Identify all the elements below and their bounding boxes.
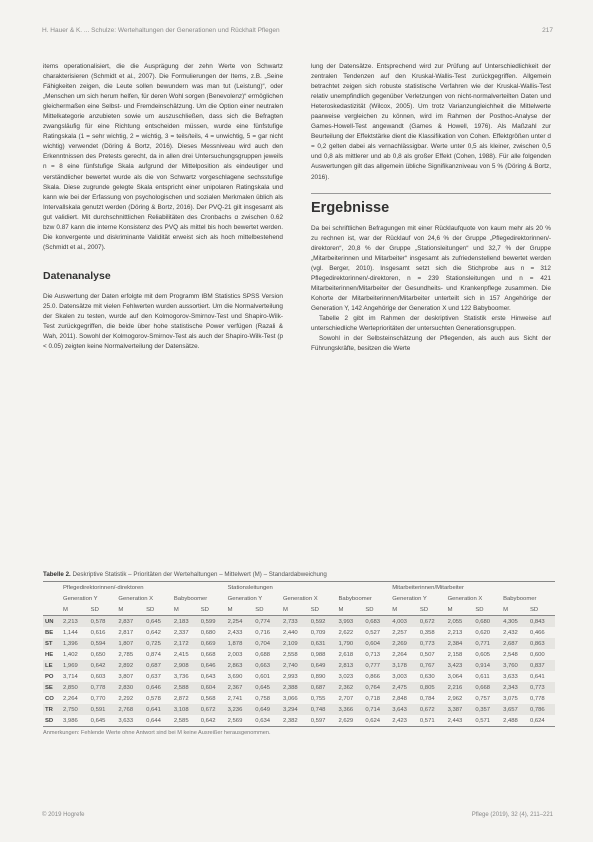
table-cell: 0,672 [199, 704, 226, 715]
table-cell: 2,993 [282, 673, 298, 680]
table-cell: 3,736 [173, 673, 189, 680]
table-stat-header: SD [89, 604, 117, 616]
table-cell: 2,548 [503, 651, 518, 658]
table-cell: 2,443 [446, 715, 474, 727]
table-cell: 0,603 [90, 673, 106, 680]
table-corner-cell [43, 593, 61, 604]
table-cell: 3,064 [447, 673, 463, 680]
table-cell: 2,415 [173, 651, 189, 658]
table-cell: 3,366 [336, 704, 363, 715]
table-cell: 2,908 [172, 660, 199, 671]
table-cell: 0,578 [89, 616, 117, 628]
table-cell: 0,641 [529, 673, 545, 680]
table-cell: 2,337 [173, 629, 189, 636]
table-cell: 2,216 [446, 682, 474, 693]
table-row [43, 638, 555, 649]
table-cell: 2,055 [446, 616, 474, 628]
table-cell: 0,645 [253, 682, 281, 693]
table-subgroup-header: Generation X [447, 595, 483, 602]
table-cell: 2,837 [116, 616, 144, 628]
table-cell: 3,075 [503, 695, 518, 702]
table-row [43, 682, 555, 693]
table-stat-header-row [43, 604, 555, 616]
table-cell: 2,872 [173, 695, 189, 702]
page-number: 217 [542, 27, 553, 34]
table-cell: 2,750 [61, 704, 89, 715]
table-stat-header: SD [144, 604, 172, 616]
table-cell: 2,343 [501, 682, 528, 693]
table-cell: 0,874 [146, 651, 161, 658]
table-cell: 2,172 [172, 638, 199, 649]
table-cell: 3,760 [501, 660, 528, 671]
table-cell: 0,663 [253, 660, 281, 671]
table-cell: 3,178 [390, 660, 418, 671]
paragraph-items: items operationalisiert, die die Ausprägung der zehn Werte von Schwartz charakterisieren (Schmidt et al., 2007). Die Formulierungen der Items, z.B. „Seine Fähigkeiten zeigen, die Leute sollen bewundern was man tut (Leistung)“, oder „Menschen um sich herum helfen, für deren Wohl sorgen (Benevolenz)“ ermöglichen gleichermaßen eine Selbst- und Fremdeinschätzung. Um die Option einer neutralen Mittelkategorie anzubieten sowie um auszuschließen, dass sich die Befragten zwangsläufig für eine Richtung entscheiden müssen, wurde eine fünfstufige Ratingskala (1 = sehr wichtig, 2 = wichtig, 3 = teils/teils, 4 = unwichtig, 5 = gar nicht wichtig) verwendet (Döring & Bortz, 2016). Dieses Messniveau wird auch den Erkenntnissen des Pretests gerecht, da in allen drei Untersuchungsgruppen jeweils n = 8 eine fünfstufige Skala aufgrund der Mittelposition als eindeutiger und verständlicher bewertet wurde als die von Schwartz vorgeschlagene sechsstufige Skala. Diese zugrunde gelegte Skala entspricht einer unipolaren Ratingskala und kann wie bei der Erfassung von psychologischen und sozialen Merkmalen üblich als Intervallskala genutzt werden (Döring & Bortz, 2016). Der PVQ-21 gilt insgesamt als gut validiert. Mit durchschnittlichen Reliabilitäten des Cronbachs α zwischen 0.62 bzw 0.87 kann die interne Konsistenz des PVQ als mittel bis hoch bewertet werden. Die konvergente und diskriminante Validität erweist sich als hoch mittelbestehend (Schmidt et al., 2007). [43, 63, 283, 251]
table-caption [43, 571, 555, 578]
table-cell: 4,305 [501, 616, 528, 628]
table-cell: 2,158 [447, 651, 463, 658]
table-cell: 4,003 [390, 616, 418, 628]
table-row-label: SD [43, 715, 61, 727]
table-cell: 0,592 [309, 616, 337, 628]
table-cell: 0,630 [419, 673, 435, 680]
table-subgroup-header: Generation X [282, 595, 318, 602]
table-cell: 0,805 [418, 682, 446, 693]
table-cell: 0,687 [309, 682, 337, 693]
paragraph-selbsteinschaetzung: Sowohl in der Selbsteinschätzung der Pflegenden, als auch aus Sicht der Führungskräfte, besitzen die Werte [311, 335, 551, 353]
table-cell: 0,634 [253, 715, 281, 727]
table-subgroup-header: Babyboomer [503, 595, 537, 602]
table-cell: 0,358 [419, 629, 435, 636]
table-cell: 2,257 [392, 629, 407, 636]
table-cell: 0,591 [89, 704, 117, 715]
table-cell: 0,620 [475, 629, 491, 636]
table-cell: 2,362 [336, 682, 363, 693]
paragraph-kruskal: lung der Datensätze. Entsprechend wird zur Prüfung auf Unterschiedlichkeit der zentralen Tendenzen auf den Kruskal-Wallis-Test zurückgegriffen. Allgemein betrachtet zeigen sich robuste statistische Verfahren wie der Kruskal-Wallis-Test relativ unempfindlich gegenüber Verletzungen von nicht-normalverteilten Daten und Heteroskedastizität (Wilcox, 2005). Um trotz Varianzungleichheit die Mittelwerte paarweise vergleichen zu können, wird im Rahmen der Posthoc-Analyse der Games-Howell-Test angewandt (Games & Howell, 1976). Als Maßzahl zur Beurteilung der Effektstärke dient die Klassifikation von Cohen. Effektgrößen unter d = 0,2 gelten dabei als vernachlässigbar. Werte unter 0,5 als kleiner, zwischen 0,5 und 0,8 als mittlerer und ab 0,8 als großer Effekt (Cohen, 1988). Für alle folgenden Auswertungen gilt das allgemein übliche Signifikanzniveau von 5 % (Döring & Bortz, 2016). [311, 63, 551, 181]
table-cell: 0,688 [255, 651, 271, 658]
table-cell: 0,672 [418, 616, 446, 628]
table-cell: 0,837 [528, 660, 555, 671]
table-cell: 0,605 [475, 651, 491, 658]
table-group-header: Pflegedirektorinnen/-direktoren [61, 582, 226, 594]
table-row-label: LE [43, 660, 61, 671]
table-subgroup-header: Generation Y [227, 595, 263, 602]
table-cell: 0,599 [199, 616, 226, 628]
table-row-label: ST [43, 638, 61, 649]
table-cell: 0,704 [253, 638, 281, 649]
table-cell: 0,624 [363, 715, 390, 727]
table-cell: 0,604 [199, 682, 226, 693]
table-cell: 3,387 [446, 704, 474, 715]
table-cell: 2,785 [118, 651, 134, 658]
table-cell: 2,817 [118, 629, 134, 636]
table-cell: 3,423 [446, 660, 474, 671]
table-cell: 0,714 [363, 704, 390, 715]
table-cell: 2,850 [61, 682, 89, 693]
table-cell: 0,773 [528, 682, 555, 693]
table-cell: 2,213 [447, 629, 463, 636]
table-row [43, 671, 555, 682]
table-cell: 2,848 [392, 695, 407, 702]
table-cell: 0,507 [419, 651, 435, 658]
table-caption-label: Tabelle 2. [43, 571, 71, 578]
table-row-label: BE [45, 629, 54, 636]
table-stat-header: M [281, 604, 309, 616]
table-cell: 0,600 [529, 651, 545, 658]
table-cell: 0,624 [528, 715, 555, 727]
table-stat-header: M [501, 604, 528, 616]
paragraph-tabelle-hinweis: Tabelle 2 gibt im Rahmen der deskriptiven Statistik erste Hinweise auf unterschiedliche Werteprioritäten der untersuchten Generationsgruppen. [311, 314, 551, 333]
table-cell: 0,774 [253, 616, 281, 628]
table-cell: 0,578 [146, 695, 161, 702]
table-cell: 1,807 [116, 638, 144, 649]
table-cell: 3,108 [172, 704, 199, 715]
table-cell: 0,631 [309, 638, 337, 649]
table-stat-header: M [61, 604, 89, 616]
table-row-label: HE [45, 651, 54, 658]
table-subgroup-header: Generation Y [63, 595, 98, 602]
table-subgroup-header: Generation Y [392, 595, 427, 602]
table-cell: 2,382 [281, 715, 309, 727]
table-cell: 2,740 [281, 660, 309, 671]
table-cell: 2,109 [281, 638, 309, 649]
table-row-label: UN [43, 616, 61, 628]
table-cell: 2,433 [227, 629, 243, 636]
heading-ergebnisse: Ergebnisse [311, 199, 390, 216]
table-cell: 3,066 [282, 695, 298, 702]
table-stat-header: M [226, 604, 254, 616]
table-2 [43, 571, 555, 736]
table-cell: 2,264 [63, 695, 78, 702]
left-column [43, 62, 283, 352]
table-cell: 2,813 [336, 660, 363, 671]
table-cell: 0,890 [310, 673, 326, 680]
table-cell: 0,642 [89, 660, 117, 671]
table-cell: 0,357 [473, 704, 501, 715]
table-corner-cell [43, 582, 61, 594]
table-cell: 0,643 [200, 673, 216, 680]
table-cell: 0,642 [199, 715, 226, 727]
table-cell: 0,786 [528, 704, 555, 715]
table-cell: 3,690 [227, 673, 243, 680]
table-stat-header: SD [418, 604, 446, 616]
table-subgroup-header-row [43, 593, 555, 604]
table-cell: 3,807 [118, 673, 134, 680]
running-head-title: H. Hauer & K. ... Schulze: Wertehaltungen der Generationen und Rückhalt Pflegen [42, 27, 280, 34]
table-cell: 0,649 [253, 704, 281, 715]
table-cell: 0,863 [528, 638, 555, 649]
table-subgroup-header: Generation X [118, 595, 154, 602]
right-column [311, 62, 551, 354]
table-cell: 0,687 [144, 660, 172, 671]
table-cell: 0,571 [418, 715, 446, 727]
paragraph-datenanalyse: Die Auswertung der Daten erfolgte mit dem Programm IBM Statistics SPSS Version 25.0. Datensätze mit vielen Fehlwerten wurden aussortiert. Um die Normalverteilung der Skalen zu testen, wurde auf den Kolmogorov-Smirnov-Test und Shapiro-Wilk-Test zurückgegriffen, die beide über hohe statistische Power verfügen (Razali & Wah, 2011). Sowohl der Kolmogorov-Smirnov-Test als auch der Shapiro-Wilk-Test (p < 0.05) zeigten keine Normalverteilung der Datensätze. [43, 292, 283, 351]
table-cell: 2,264 [392, 651, 407, 658]
running-head [42, 27, 553, 34]
table-cell: 0,748 [309, 704, 337, 715]
table-cell: 0,680 [473, 616, 501, 628]
table-cell: 0,649 [309, 660, 337, 671]
table-cell: 2,962 [447, 695, 463, 702]
table-stat-header: SD [309, 604, 337, 616]
table-cell: 2,707 [338, 695, 354, 702]
table-row-label: SE [43, 682, 61, 693]
table-row [43, 660, 555, 671]
table-stat-header: SD [199, 604, 226, 616]
table-row-label: TR [43, 704, 61, 715]
table-cell: 1,878 [226, 638, 254, 649]
table-cell: 0,725 [144, 638, 172, 649]
table-cell: 2,588 [172, 682, 199, 693]
table-row [43, 704, 555, 715]
table-cell: 0,646 [144, 682, 172, 693]
table-cell: 0,773 [418, 638, 446, 649]
table-cell: 2,488 [501, 715, 528, 727]
table-cell: 3,643 [390, 704, 418, 715]
heading-datenanalyse: Datenanalyse [43, 269, 111, 282]
table-cell: 0,757 [475, 695, 491, 702]
table-cell: 0,466 [529, 629, 545, 636]
table-cell: 2,003 [227, 651, 243, 658]
table-cell: 1,396 [61, 638, 89, 649]
table-note: Anmerkungen: Fehlende Werte ohne Antwort sind bei M keine Ausreißer herausgenommen. [43, 730, 271, 736]
table-cell: 2,292 [118, 695, 134, 702]
table-cell: 0,758 [255, 695, 271, 702]
table-body [43, 616, 555, 727]
table-cell: 2,618 [338, 651, 354, 658]
table-group-header: Stationsleitungen [226, 582, 391, 594]
table-cell: 2,569 [226, 715, 254, 727]
table-cell: 3,633 [503, 673, 518, 680]
table-cell: 0,597 [309, 715, 337, 727]
table-cell: 2,863 [226, 660, 254, 671]
table-cell: 0,601 [255, 673, 271, 680]
table-cell: 0,650 [90, 651, 106, 658]
table-cell: 0,637 [146, 673, 161, 680]
table-row [43, 693, 555, 704]
table-subgroup-header: Babyboomer [338, 595, 372, 602]
table-row-label: PO [45, 673, 54, 680]
table-subgroup-header: Babyboomer [173, 595, 208, 602]
table-cell: 0,914 [473, 660, 501, 671]
table-group-header-row [43, 582, 555, 594]
table-cell: 2,432 [503, 629, 518, 636]
table-row [43, 649, 555, 660]
table-cell: 2,367 [226, 682, 254, 693]
table-cell: 0,672 [418, 704, 446, 715]
table-stat-header: M [336, 604, 363, 616]
table-row-label: CO [45, 695, 54, 702]
table-cell: 1,402 [63, 651, 78, 658]
table-cell: 3,003 [392, 673, 407, 680]
table-cell: 2,423 [390, 715, 418, 727]
table-cell: 0,668 [200, 651, 216, 658]
table-cell: 2,830 [116, 682, 144, 693]
table-cell: 0,866 [365, 673, 381, 680]
table-stat-header: M [116, 604, 144, 616]
table-stat-header: M [446, 604, 474, 616]
table-cell: 0,767 [418, 660, 446, 671]
table-stat-header: SD [363, 604, 390, 616]
descriptive-statistics-table [43, 581, 555, 727]
table-cell: 2,254 [226, 616, 254, 628]
table-cell: 0,713 [365, 651, 381, 658]
table-caption-text: Deskriptive Statistik – Prioritäten der Wertehaltungen – Mittelwert (M) – Standardabweichung [72, 571, 327, 578]
table-cell: 2,768 [116, 704, 144, 715]
table-cell: 3,714 [63, 673, 78, 680]
table-stat-header: M [172, 604, 199, 616]
table-cell: 2,384 [446, 638, 474, 649]
table-cell: 0,527 [365, 629, 381, 636]
table-cell: 2,622 [338, 629, 354, 636]
table-cell: 0,669 [199, 638, 226, 649]
table-cell: 0,568 [200, 695, 216, 702]
table-row [43, 627, 555, 638]
table-cell: 0,641 [144, 704, 172, 715]
table-corner-cell [43, 604, 61, 616]
table-cell: 0,646 [199, 660, 226, 671]
table-cell: 0,709 [310, 629, 326, 636]
section-ergebnisse [311, 193, 551, 216]
table-cell: 0,778 [89, 682, 117, 693]
table-cell: 2,440 [282, 629, 298, 636]
table-row [43, 715, 555, 727]
table-cell: 0,645 [144, 616, 172, 628]
table-cell: 0,680 [200, 629, 216, 636]
table-cell: 0,645 [89, 715, 117, 727]
table-cell: 0,718 [365, 695, 381, 702]
table-stat-header: SD [528, 604, 555, 616]
table-stat-header: SD [473, 604, 501, 616]
footer-copyright: © 2019 Hogrefe [42, 812, 85, 818]
table-cell: 2,741 [227, 695, 243, 702]
table-cell: 0,770 [90, 695, 106, 702]
table-cell: 2,558 [282, 651, 298, 658]
footer-citation: Pflege (2019), 32 (4), 211–221 [471, 812, 553, 818]
table-cell: 0,843 [528, 616, 555, 628]
table-cell: 3,657 [501, 704, 528, 715]
table-cell: 2,475 [390, 682, 418, 693]
table-cell: 3,023 [338, 673, 354, 680]
table-cell: 0,616 [90, 629, 106, 636]
table-cell: 3,633 [116, 715, 144, 727]
table-cell: 0,764 [363, 682, 390, 693]
table-cell: 2,269 [390, 638, 418, 649]
table-cell: 1,969 [61, 660, 89, 671]
table-cell: 2,585 [172, 715, 199, 727]
table-cell: 3,236 [226, 704, 254, 715]
paragraph-ruecklauf: Da bei schriftlichen Befragungen mit einer Rücklaufquote von kaum mehr als 20 % zu rechnen ist, war der Rücklauf von 24,6 % der Gruppe „Pflegedirektorinnen/-direktoren“, 20,8 % der Gruppe „Stationsleitungen“ und 32,7 % der Gruppe „Mitarbeiterinnen und Mitarbeiter“ insgesamt als zufriedenstellend bewertet werden (vgl. Berger, 2010). Insgesamt setzt sich die Stichprobe aus n = 312 Pflegedirektorinnen/-direktoren, n = 239 Stationsleitungen und n = 421 Mitarbeiterinnen/Mitarbeiter der Gesundheits- und Krankenpflege zusammen. Die Kohorte der Mitarbeiterinnen/Mitarbeiter unterteilt sich in 157 Angehörige der Generation Y, 142 Angehörige der Generation X und 122 Babyboomer. [311, 224, 551, 312]
table-cell: 1,790 [336, 638, 363, 649]
table-cell: 0,611 [475, 673, 490, 680]
table-cell: 0,771 [473, 638, 501, 649]
table-row [43, 616, 555, 628]
table-cell: 2,687 [501, 638, 528, 649]
table-group-header: Mitarbeiterinnen/Mitarbeiter [390, 582, 555, 594]
table-cell: 0,755 [310, 695, 326, 702]
table-cell: 0,683 [363, 616, 390, 628]
table-cell: 0,784 [419, 695, 435, 702]
table-cell: 2,213 [61, 616, 89, 628]
table-cell: 0,988 [310, 651, 326, 658]
table-cell: 3,986 [61, 715, 89, 727]
table-cell: 2,892 [116, 660, 144, 671]
table-cell: 2,629 [336, 715, 363, 727]
table-cell: 1,144 [63, 629, 78, 636]
table-cell: 0,604 [363, 638, 390, 649]
table-stat-header: M [390, 604, 418, 616]
table-cell: 2,733 [281, 616, 309, 628]
table-cell: 0,716 [255, 629, 271, 636]
table-cell: 0,571 [473, 715, 501, 727]
table-cell: 0,644 [144, 715, 172, 727]
table-cell: 2,388 [281, 682, 309, 693]
table-cell: 0,594 [89, 638, 117, 649]
table-stat-header: SD [253, 604, 281, 616]
page-footer [42, 812, 553, 818]
table-cell: 0,778 [529, 695, 545, 702]
table-cell: 0,642 [146, 629, 161, 636]
table-cell: 2,183 [172, 616, 199, 628]
table-cell: 3,993 [336, 616, 363, 628]
table-cell: 0,668 [473, 682, 501, 693]
table-cell: 3,294 [281, 704, 309, 715]
table-cell: 0,777 [363, 660, 390, 671]
